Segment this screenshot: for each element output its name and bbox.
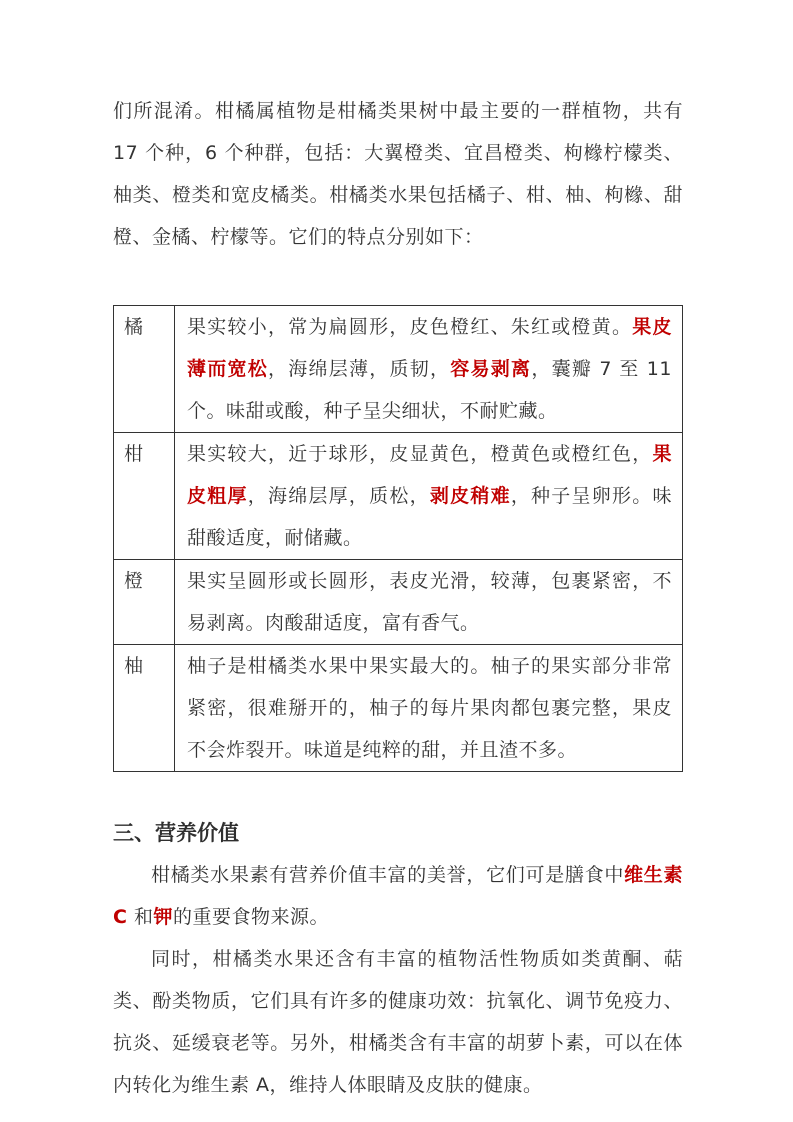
phytochemical-paragraph: 同时，柑橘类水果还含有丰富的植物活性物质如类黄酮、萜类、酚类物质，它们具有许多的健康功效：抗氧化、调节免疫力、抗炎、延缓衰老等。另外，柑橘类含有丰富的胡萝卜素，可以在体内转化为维生素 A，维持人体眼睛及皮肤的健康。	[113, 948, 683, 1096]
emphasis-text: 钾	[153, 906, 174, 928]
plain-text: ，海绵层厚，质松，	[247, 485, 430, 507]
citrus-table-body	[114, 306, 683, 772]
emphasis-text: 剥皮稍难	[429, 485, 511, 507]
plain-text: 柚子是柑橘类水果中果实最大的。柚子的果实部分非常紧密，很难掰开的，柚子的每片果肉都包裹完整，果皮不会炸裂开。味道是纯粹的甜，并且渣不多。	[187, 655, 672, 761]
section-heading: 三、营养价值	[113, 821, 239, 845]
citrus-table	[113, 305, 683, 772]
table-row	[114, 645, 683, 772]
fruit-description-cell	[175, 645, 683, 772]
emphasis-text: 果皮粗厚	[187, 443, 672, 507]
plain-text: ，海绵层薄，质韧，	[268, 358, 451, 380]
fruit-label-cell: 橙	[114, 560, 175, 645]
fruit-label-cell: 柑	[114, 433, 175, 560]
plain-text: 果实较小，常为扁圆形，皮色橙红、朱红或橙黄。	[187, 316, 633, 338]
intro-paragraph: 们所混淆。柑橘属植物是柑橘类果树中最主要的一群植物，共有 17 个种，6 个种群，包括：大翼橙类、宜昌橙类、枸橼柠檬类、柚类、橙类和宽皮橘类。柑橘类水果包括橘子、柑、柚、枸橼、甜橙、金橘、柠檬等。它们的特点分别如下：	[113, 100, 683, 248]
plain-text: 果实较大，近于球形，皮显黄色，橙黄色或橙红色，	[187, 443, 653, 465]
emphasis-text: 果皮薄而宽松	[187, 316, 672, 380]
fruit-description-cell	[175, 560, 683, 645]
fruit-label-cell: 橘	[114, 306, 175, 433]
emphasis-text: 维生素 C	[113, 864, 683, 928]
fruit-description-cell	[175, 433, 683, 560]
table-row	[114, 306, 683, 433]
plain-text: 柑橘类水果素有营养价值丰富的美誉，它们可是膳食中	[151, 864, 625, 886]
emphasis-text: 容易剥离	[450, 358, 532, 380]
plain-text: 的重要食物来源。	[173, 906, 330, 928]
fruit-description-cell	[175, 306, 683, 433]
plain-text: ，种子呈卵形。味甜酸适度，耐储藏。	[187, 485, 672, 549]
table-row	[114, 433, 683, 560]
table-row	[114, 560, 683, 645]
fruit-label-cell: 柚	[114, 645, 175, 772]
plain-text: 和	[127, 906, 154, 928]
plain-text: ，囊瓣 7 至 11 个。味甜或酸，种子呈尖细状，不耐贮藏。	[187, 358, 672, 422]
plain-text: 果实呈圆形或长圆形，表皮光滑，较薄，包裹紧密，不易剥离。肉酸甜适度，富有香气。	[187, 570, 672, 634]
nutrition-paragraph	[113, 854, 683, 938]
